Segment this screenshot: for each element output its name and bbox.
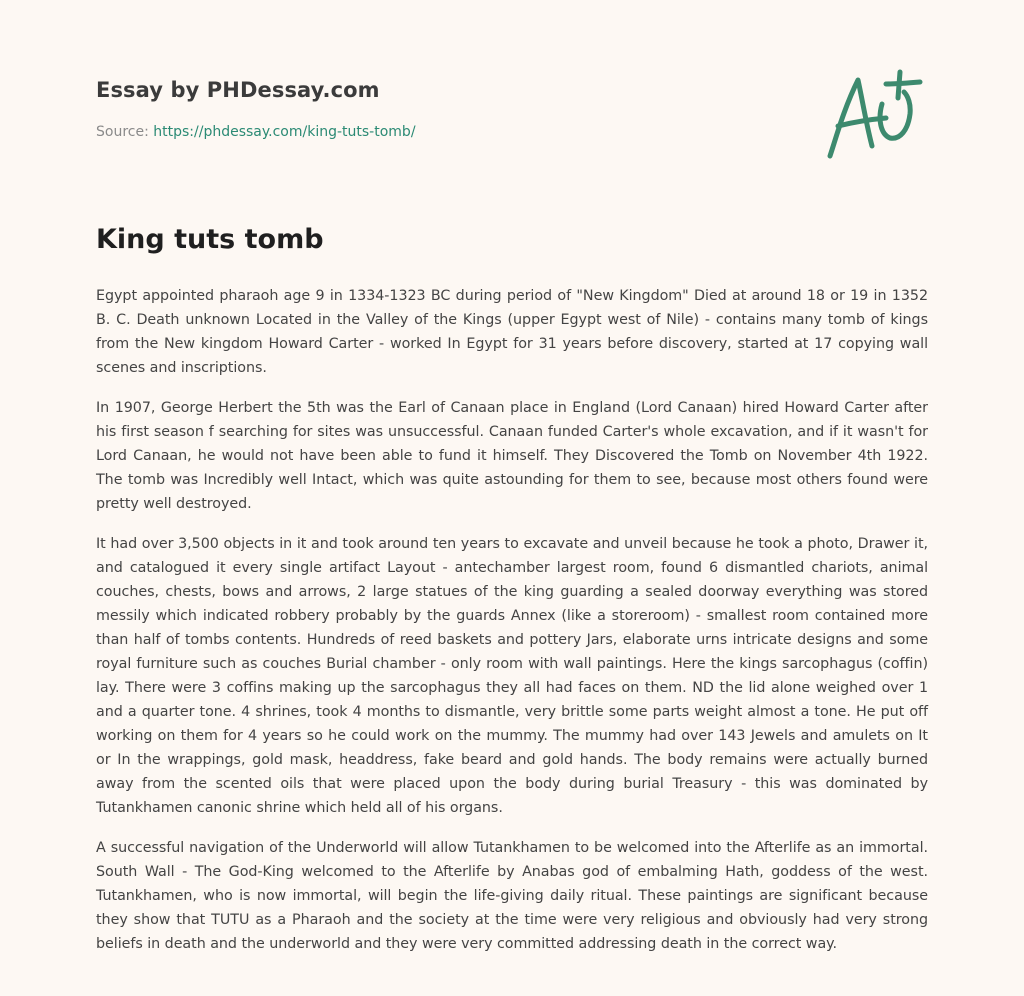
brand-title: Essay by PHDessay.com — [96, 78, 380, 102]
essay-paragraph: It had over 3,500 objects in it and took around ten years to excavate and unveil because he took a photo, Drawer it, and catalogued it every single artifact Layout - antechamber largest room, found 6 dismantled chariots, animal couches, chests, bows and arrows, 2 large statues of the king guarding a sealed doorway everything was stored messily which indicated robbery probably by the guards Annex (like a storeroom) - smallest room contained more than half of tombs contents. Hundreds of reed baskets and pottery Jars, elaborate urns intricate designs and some royal furniture such as couches Burial chamber - only room with wall paintings. Here the kings sarcophagus (coffin) lay. There were 3 coffins making up the sarcophagus they all had faces on them. ND the lid alone weighed over 1 and a quarter tone. 4 shrines, took 4 months to dismantle, very brittle some parts weight almost a tone. He put off working on them for 4 years so he could work on the mummy. The mummy had over 143 Jewels and amulets on It or In the wrappings, gold mask, headdress, fake beard and gold hands. The body remains were actually burned away from the scented oils that were placed upon the body during burial Treasury - this was dominated by Tutankhamen canonic shrine which held all of his organs. — [96, 536, 928, 816]
essay-body — [96, 284, 928, 972]
essay-paragraph: A successful navigation of the Underworld will allow Tutankhamen to be welcomed into the Afterlife as an immortal. South Wall - The God-King welcomed to the Afterlife by Anabas god of embalming Hath, goddess of the west. Tutankhamen, who is now immortal, will begin the life-giving daily ritual. These paintings are significant because they show that TUTU as a Pharaoh and the society at the time were very religious and obviously had very strong beliefs in death and the underworld and they were very committed addressing death in the correct way. — [96, 840, 928, 952]
source-link[interactable]: https://phdessay.com/king-tuts-tomb/ — [153, 124, 416, 140]
a-plus-grade-icon — [824, 68, 928, 164]
source-label: Source: — [96, 124, 154, 140]
page-header — [96, 72, 928, 172]
source-line — [96, 124, 416, 140]
essay-title: King tuts tomb — [96, 224, 324, 255]
essay-paragraph: In 1907, George Herbert the 5th was the Earl of Canaan place in England (Lord Canaan) hired Howard Carter after his first season f searching for sites was unsuccessful. Canaan funded Carter's whole excavation, and if it wasn't for Lord Canaan, he would not have been able to fund it himself. They Discovered the Tomb on November 4th 1922. The tomb was Incredibly well Intact, which was quite astounding for them to see, because most others found were pretty well destroyed. — [96, 400, 928, 512]
essay-paragraph: Egypt appointed pharaoh age 9 in 1334-1323 BC during period of "New Kingdom" Died at around 18 or 19 in 1352 B. C. Death unknown Located in the Valley of the Kings (upper Egypt west of Nile) - contains many tomb of kings from the New kingdom Howard Carter - worked In Egypt for 31 years before discovery, started at 17 copying wall scenes and inscriptions. — [96, 288, 928, 376]
